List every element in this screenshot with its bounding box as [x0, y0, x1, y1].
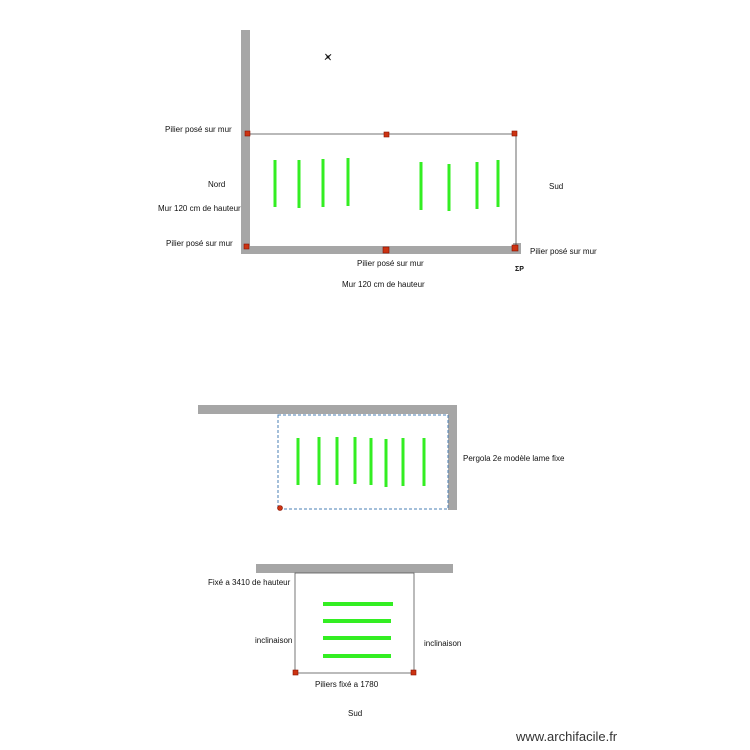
label-pilier-bottom-left: Pilier posé sur mur: [166, 239, 233, 248]
label-nord: Nord: [208, 180, 226, 189]
pillar-bottom-left: [244, 244, 249, 249]
label-pergola: Pergola 2e modèle lame fixe: [463, 454, 565, 463]
label-inclinaison-right: inclinaison: [424, 639, 462, 648]
north-wall-vertical: [241, 30, 250, 254]
plan-1: [158, 30, 597, 289]
label-pilier-bottom-mid: Pilier posé sur mur: [357, 259, 424, 268]
pillar-bottom-right: [512, 245, 518, 251]
plan-3: [208, 564, 461, 718]
top-wall: [256, 564, 453, 573]
top-wall: [198, 405, 457, 414]
right-wall: [448, 405, 457, 510]
pillar-top-left: [245, 131, 250, 136]
label-inclinaison-left: inclinaison: [255, 636, 293, 645]
pillar-top-mid: [384, 132, 389, 137]
pillar-bottom-left: [293, 670, 298, 675]
label-mur-bottom: Mur 120 cm de hauteur: [342, 280, 425, 289]
pillar: [278, 506, 283, 511]
label-fixe: Fixé a 3410 de hauteur: [208, 578, 291, 587]
bottom-wall: [241, 246, 521, 254]
watermark: www.archifacile.fr: [516, 729, 618, 744]
label-mur-left: Mur 120 cm de hauteur: [158, 204, 241, 213]
label-pilier-bottom-right: Pilier posé sur mur: [530, 247, 597, 256]
pillar-top-right: [512, 131, 517, 136]
label-sud: Sud: [348, 709, 363, 718]
label-pilier-top-left: Pilier posé sur mur: [165, 125, 232, 134]
pillar-bottom-mid: [383, 247, 389, 253]
compass-icon: [322, 51, 333, 62]
label-sud: Sud: [549, 182, 564, 191]
stair-symbol: ΣΡ: [515, 266, 524, 273]
plan-2: [198, 405, 565, 511]
label-piliers: Piliers fixé a 1780: [315, 680, 379, 689]
pillar-bottom-right: [411, 670, 416, 675]
